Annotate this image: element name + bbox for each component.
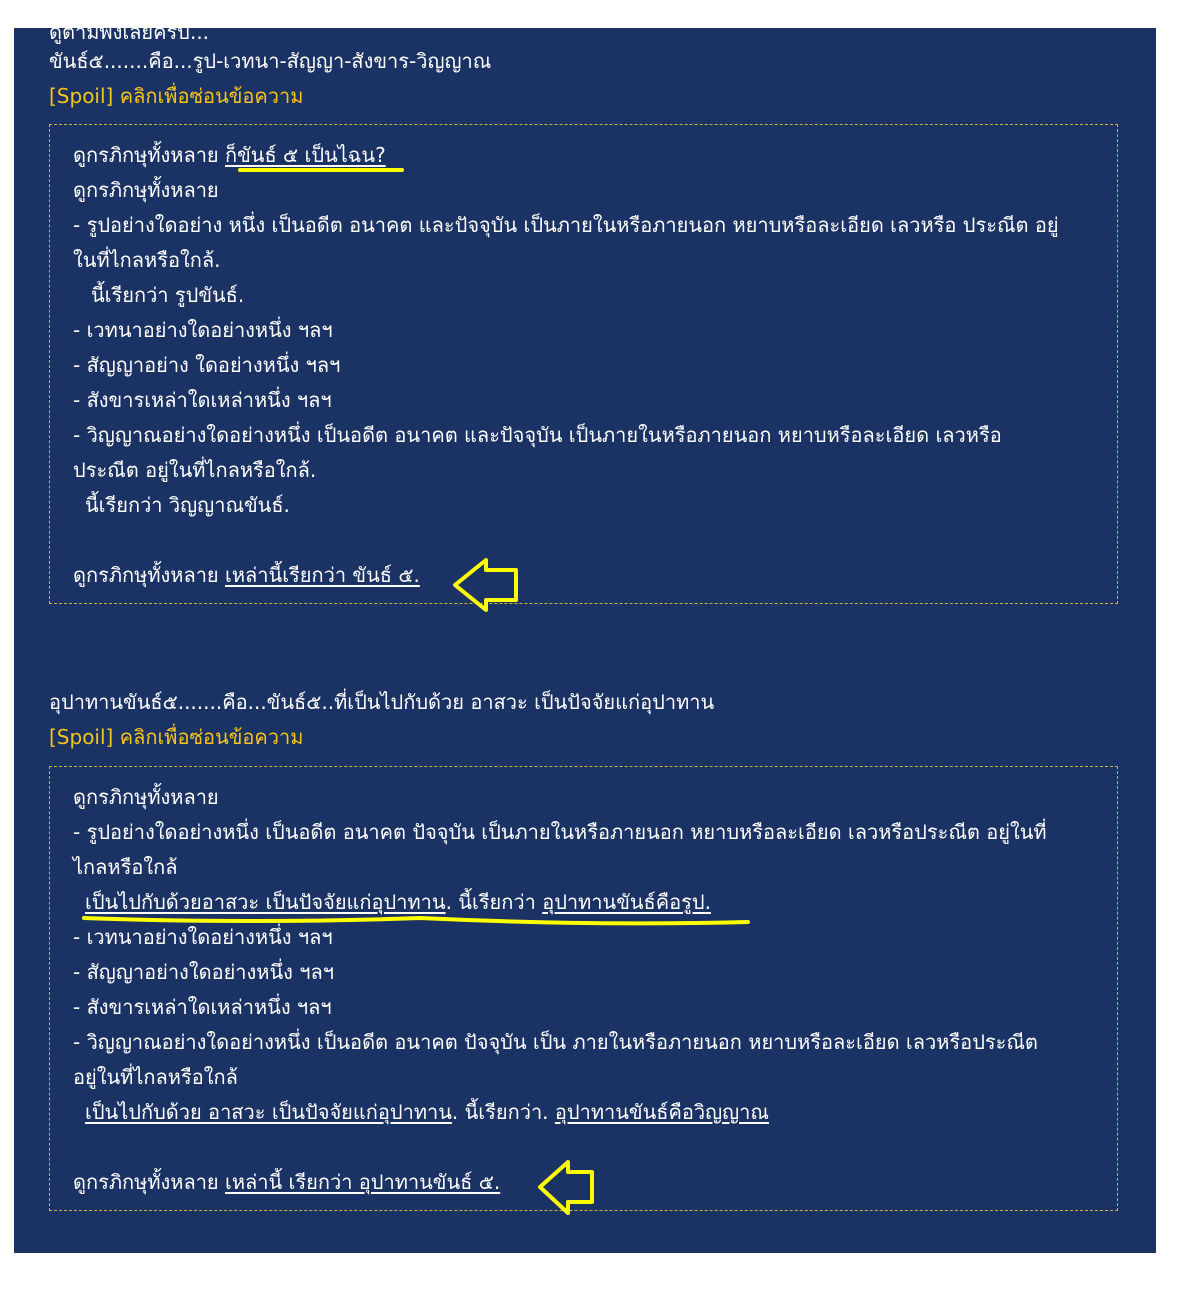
box1-line-10: ประณีต อยู่ในที่ไกลหรือใกล้. bbox=[73, 458, 317, 482]
box1-line-9: - วิญญาณอย่างใดอย่างหนึ่ง เป็นอดีต อนาคต และปัจจุบัน เป็นภายในหรือภายนอก หยาบหรือละเอียด เลวหรือ bbox=[73, 423, 1002, 447]
spoiler-box-2 bbox=[49, 766, 1118, 1211]
post-content-panel bbox=[14, 28, 1156, 1253]
box1-line-6: - เวทนาอย่างใดอย่างหนึ่ง ฯลฯ bbox=[73, 318, 333, 342]
box1-line-12: ดูกรภิกษุทั้งหลาย เหล่านี้เรียกว่า ขันธ์ ๕. bbox=[73, 563, 420, 587]
box1-line-3: - รูปอย่างใดอย่าง หนึ่ง เป็นอดีต อนาคต และปัจจุบัน เป็นภายในหรือภายนอก หยาบหรือละเอียด เลวหรือ ประณีต อยู่ bbox=[73, 213, 1059, 237]
box1-line-8: - สังขารเหล่าใดเหล่าหนึ่ง ฯลฯ bbox=[73, 388, 332, 412]
cut-off-text: ดูตามพงเลยครบ... bbox=[49, 28, 210, 44]
box2-line-2: - รูปอย่างใดอย่างหนึ่ง เป็นอดีต อนาคต ปัจจุบัน เป็นภายในหรือภายนอก หยาบหรือละเอียด เลวหรือประณีต อยู่ในที่ bbox=[73, 820, 1047, 844]
box2-line-9: อยู่ในที่ไกลหรือใกล้ bbox=[73, 1065, 238, 1089]
spoiler-box-1 bbox=[49, 124, 1118, 604]
underlined-text: เป็นไปกับด้วย อาสวะ เป็นปัจจัยแก่อุปาทาน bbox=[85, 1100, 452, 1124]
box1-line-2: ดูกรภิกษุทั้งหลาย bbox=[73, 178, 219, 202]
underlined-text: เป็นไปกับด้วยอาสวะ เป็นปัจจัยแก่อุปาทาน bbox=[85, 890, 446, 914]
underlined-text: เหล่านี้เรียกว่า ขันธ์ ๕. bbox=[225, 563, 420, 587]
box2-line-3: ไกลหรือใกล้ bbox=[73, 855, 178, 879]
box1-line-7: - สัญญาอย่าง ใดอย่างหนึ่ง ฯลฯ bbox=[73, 353, 341, 377]
khandha-heading: ขันธ์๕.......คือ...รูป-เวทนา-สัญญา-สังขาร-วิญญาณ bbox=[49, 49, 492, 73]
box2-line-11: ดูกรภิกษุทั้งหลาย เหล่านี้ เรียกว่า อุปาทานขันธ์ ๕. bbox=[73, 1170, 501, 1194]
box2-line-5: - เวทนาอย่างใดอย่างหนึ่ง ฯลฯ bbox=[73, 925, 333, 949]
box2-line-4: เป็นไปกับด้วยอาสวะ เป็นปัจจัยแก่อุปาทาน. นี้เรียกว่า อุปาทานขันธ์คือรูป. bbox=[85, 890, 711, 914]
box2-line-8: - วิญญาณอย่างใดอย่างหนึ่ง เป็นอดีต อนาคต ปัจจุบัน เป็น ภายในหรือภายนอก หยาบหรือละเอียด เลวหรือประณีต bbox=[73, 1030, 1038, 1054]
spoil-toggle-2[interactable]: [Spoil] คลิกเพื่อซ่อนข้อความ bbox=[49, 725, 304, 749]
underlined-text: อุปาทานขันธ์คือวิญญาณ bbox=[554, 1100, 769, 1124]
spoil-toggle-1[interactable]: [Spoil] คลิกเพื่อซ่อนข้อความ bbox=[49, 84, 304, 108]
underlined-text: เหล่านี้ เรียกว่า อุปาทานขันธ์ ๕. bbox=[225, 1170, 501, 1194]
box2-line-7: - สังขารเหล่าใดเหล่าหนึ่ง ฯลฯ bbox=[73, 995, 332, 1019]
box2-line-10: เป็นไปกับด้วย อาสวะ เป็นปัจจัยแก่อุปาทาน. นี้เรียกว่า. อุปาทานขันธ์คือวิญญาณ bbox=[85, 1100, 769, 1124]
box1-line-11: นี้เรียกว่า วิญญาณขันธ์. bbox=[85, 493, 290, 517]
box1-line-4: ในที่ไกลหรือใกล้. bbox=[73, 248, 221, 272]
underlined-text: ก็ขันธ์ ๕ เป็นไฉน? bbox=[225, 143, 386, 167]
box1-line-5: นี้เรียกว่า รูปขันธ์. bbox=[91, 283, 245, 307]
box2-line-6: - สัญญาอย่างใดอย่างหนึ่ง ฯลฯ bbox=[73, 960, 334, 984]
upadana-heading: อุปาทานขันธ์๕.......คือ...ขันธ์๕..ที่เป็นไปกับด้วย อาสวะ เป็นปัจจัยแก่อุปาทาน bbox=[49, 690, 715, 714]
box2-line-1: ดูกรภิกษุทั้งหลาย bbox=[73, 785, 219, 809]
underlined-text: อุปาทานขันธ์คือรูป. bbox=[542, 890, 711, 914]
box1-line-1: ดูกรภิกษุทั้งหลาย ก็ขันธ์ ๕ เป็นไฉน? bbox=[73, 143, 386, 167]
